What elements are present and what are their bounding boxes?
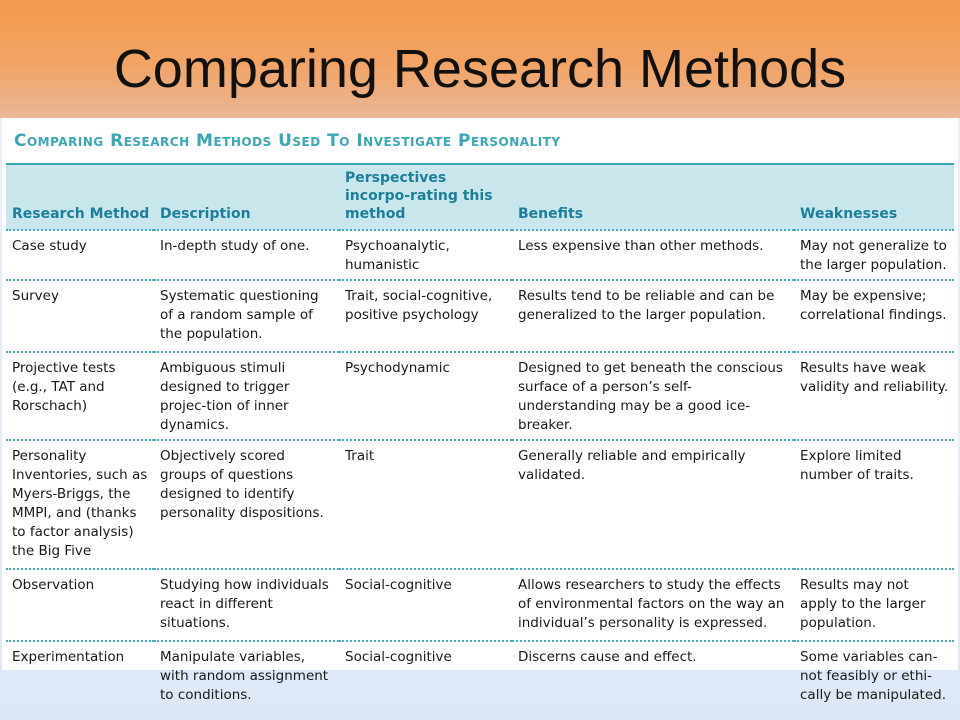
- table-row: [6, 641, 954, 710]
- cell-method: Experimentation: [12, 649, 125, 665]
- comparison-table-panel: [2, 118, 958, 703]
- header-description: Description: [154, 165, 339, 230]
- cell-perspectives: Social-cognitive: [345, 577, 452, 593]
- header-benefits: Benefits: [512, 165, 794, 230]
- cell-weaknesses: May not generalize to the larger population.: [800, 238, 947, 273]
- table-row: [6, 440, 954, 569]
- cell-perspectives: Social-cognitive: [345, 649, 452, 665]
- cell-method: Survey: [12, 288, 59, 304]
- cell-benefits: Less expensive than other methods.: [518, 238, 764, 254]
- research-methods-table: [6, 165, 954, 710]
- cell-description: Ambiguous stimuli designed to trigger projec-tion of inner dynamics.: [160, 360, 290, 433]
- cell-perspectives: Trait: [345, 448, 375, 464]
- cell-perspectives: Trait, social-cognitive, positive psychology: [345, 288, 493, 323]
- cell-weaknesses: Results may not apply to the larger population.: [800, 577, 926, 631]
- cell-method: Personality Inventories, such as Myers-Briggs, the MMPI, and (thanks to factor analysis) the Big Five: [12, 448, 148, 559]
- cell-description: In-depth study of one.: [160, 238, 310, 254]
- table-heading: Comparing Research Methods Used To Investigate Personality: [6, 118, 954, 165]
- cell-method: Case study: [12, 238, 87, 254]
- cell-benefits: Discerns cause and effect.: [518, 649, 697, 665]
- cell-perspectives: Psychoanalytic, humanistic: [345, 238, 450, 273]
- cell-weaknesses: Some variables can-not feasibly or ethi-cally be manipulated.: [800, 649, 946, 703]
- table-row: [6, 280, 954, 352]
- cell-benefits: Generally reliable and empirically validated.: [518, 448, 746, 483]
- cell-description: Systematic questioning of a random sample of the population.: [160, 288, 319, 342]
- header-weaknesses: Weaknesses: [794, 165, 954, 230]
- table-header-row: [6, 165, 954, 230]
- table-row: [6, 230, 954, 280]
- table-row: [6, 569, 954, 641]
- cell-weaknesses: May be expensive; correlational findings.: [800, 288, 947, 323]
- cell-benefits: Designed to get beneath the conscious surface of a person’s self-understanding may be a good ice-breaker.: [518, 360, 783, 433]
- cell-description: Manipulate variables, with random assignment to conditions.: [160, 649, 329, 703]
- cell-benefits: Allows researchers to study the effects of environmental factors on the way an individual’s personality is expressed.: [518, 577, 785, 631]
- header-perspectives: Perspectives incorpo-rating this method: [339, 165, 512, 230]
- slide-title: Comparing Research Methods: [113, 39, 847, 99]
- cell-description: Objectively scored groups of questions designed to identify personality dispositions.: [160, 448, 324, 521]
- header-research-method: Research Method: [6, 165, 154, 230]
- cell-benefits: Results tend to be reliable and can be generalized to the larger population.: [518, 288, 775, 323]
- cell-method: Observation: [12, 577, 95, 593]
- cell-description: Studying how individuals react in different situations.: [160, 577, 329, 631]
- cell-method: Projective tests (e.g., TAT and Rorschach): [12, 360, 116, 414]
- cell-perspectives: Psychodynamic: [345, 360, 450, 376]
- table-row: [6, 352, 954, 440]
- cell-weaknesses: Results have weak validity and reliability.: [800, 360, 949, 395]
- cell-weaknesses: Explore limited number of traits.: [800, 448, 914, 483]
